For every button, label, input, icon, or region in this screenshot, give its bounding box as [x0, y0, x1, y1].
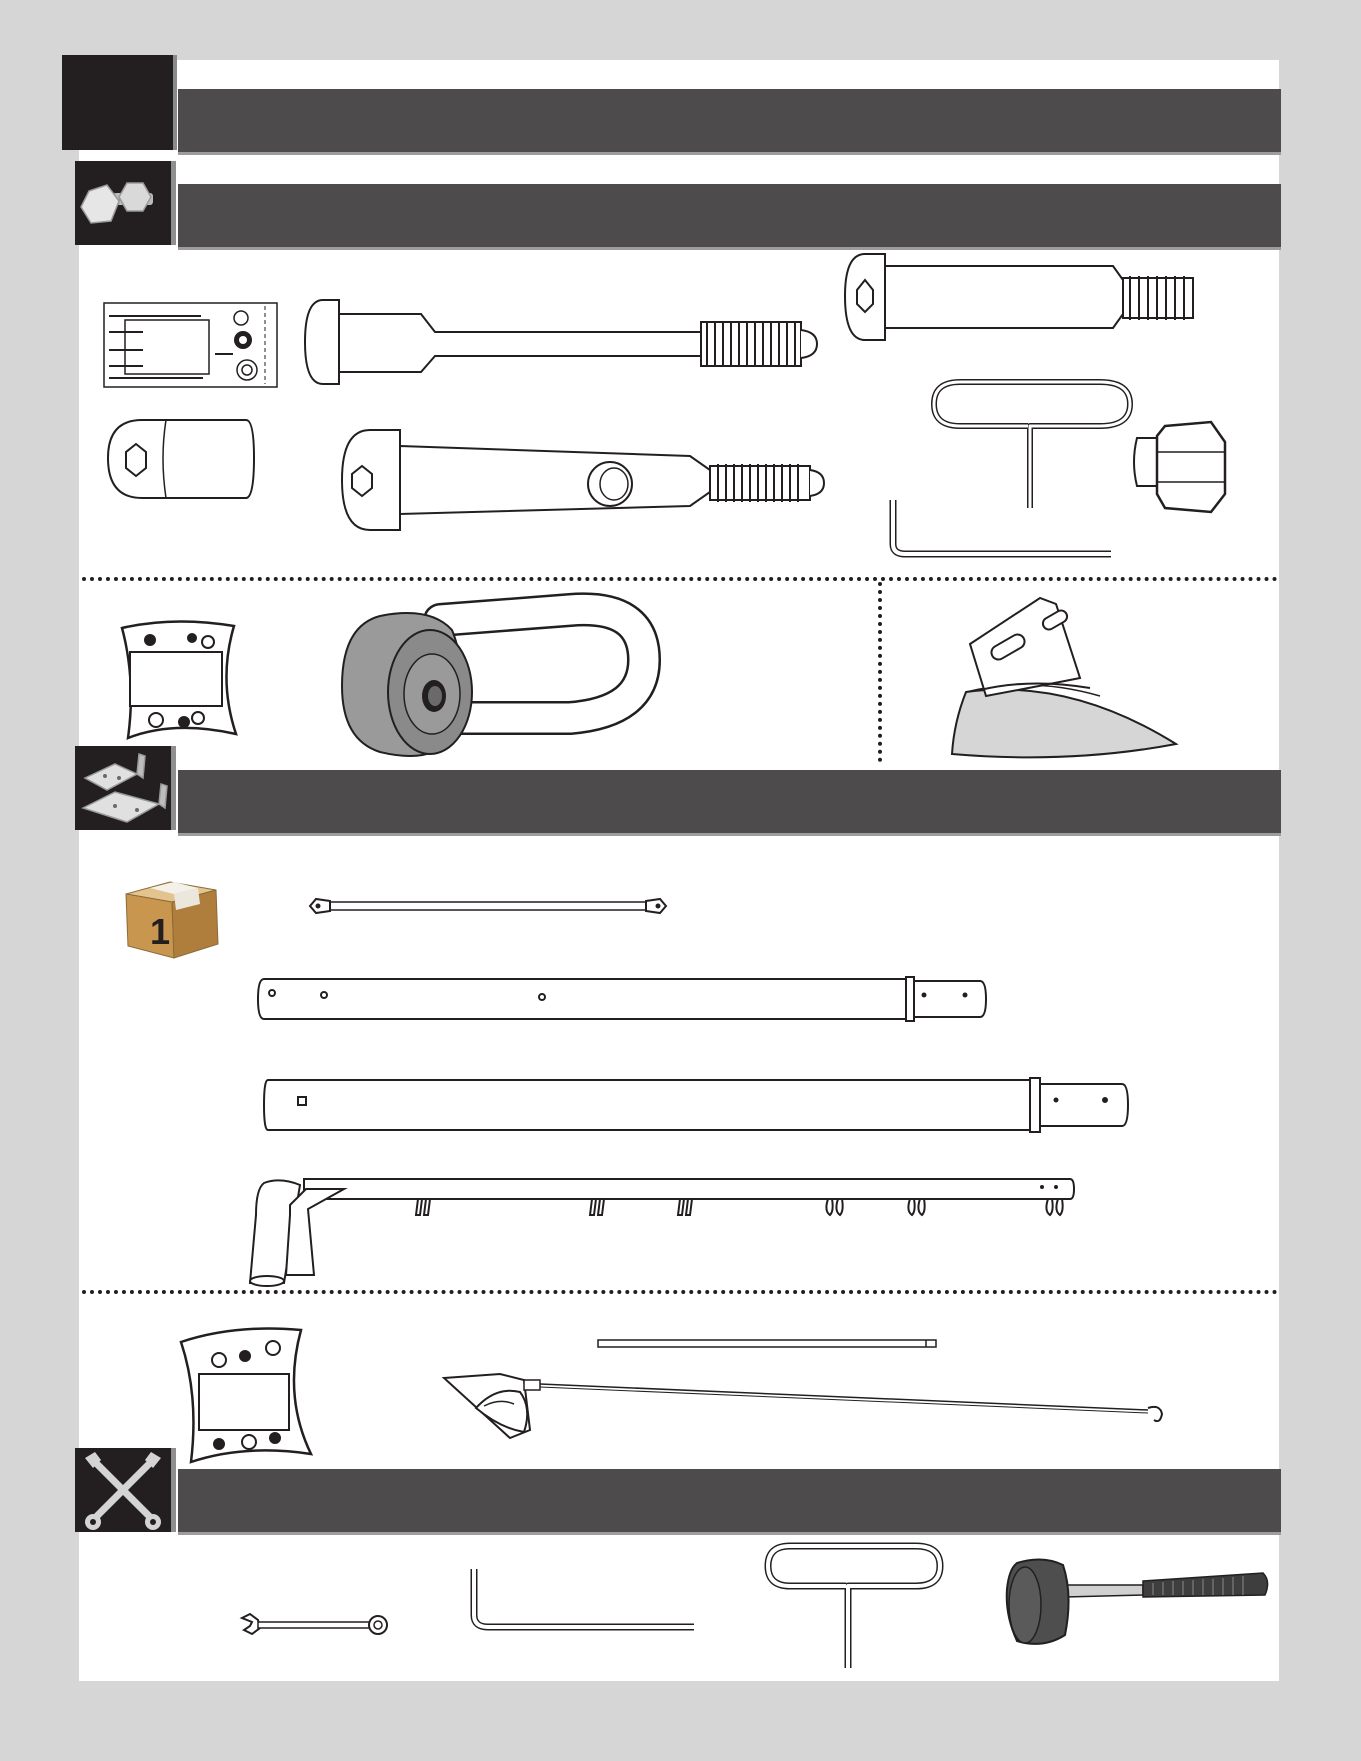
hardware-bag — [114, 620, 244, 742]
step-header-bar — [178, 89, 1281, 155]
cross-brace-rod — [308, 895, 668, 917]
step-number-block — [62, 55, 173, 150]
tools-section-icon-box — [75, 1448, 176, 1532]
t-handle-hex-key-icon — [764, 1542, 944, 1672]
bolt-nut-icon — [75, 161, 171, 245]
wrenches-icon — [75, 1448, 171, 1532]
hardware-bag-2 — [175, 1326, 315, 1466]
leg-tube-section — [262, 1076, 1130, 1134]
parts-section-bar — [178, 770, 1281, 836]
brackets-icon — [75, 746, 171, 830]
base-foot-bracket — [950, 592, 1180, 762]
parts-box-number — [120, 866, 220, 961]
l-allen-key — [885, 496, 1115, 560]
allen-key-icon — [466, 1565, 698, 1633]
dotted-divider-vertical — [878, 582, 882, 762]
long-bolt — [303, 296, 823, 391]
bolt-with-cross-hole — [340, 426, 830, 536]
tool-rubber-mallet — [1003, 1555, 1273, 1650]
swing-chain-rod — [596, 1337, 941, 1351]
glider-seat-with-chain — [440, 1368, 1170, 1448]
wheel-with-shackle — [340, 600, 650, 765]
hardware-section-bar — [178, 184, 1281, 250]
shoulder-bolt-short — [843, 250, 1203, 346]
hardware-section-icon-box — [75, 161, 176, 245]
parts-section-icon-box — [75, 746, 176, 830]
barrel-cap-nut — [106, 418, 256, 500]
top-tube-section — [256, 975, 988, 1023]
tool-allen-key — [466, 1565, 698, 1633]
hardware-card — [103, 302, 278, 388]
rubber-mallet-icon — [1003, 1555, 1273, 1650]
parts-box-number-label: 1 — [150, 911, 171, 952]
t-handle-hex-key — [930, 378, 1135, 513]
tool-t-handle-hex-key — [764, 1542, 944, 1672]
top-beam-with-swing-hangers — [244, 1175, 1076, 1287]
tool-combination-wrench — [240, 1612, 390, 1638]
combination-wrench-icon — [240, 1612, 390, 1638]
dotted-divider — [82, 1290, 1278, 1294]
hex-nut — [1127, 416, 1227, 516]
tools-section-bar — [178, 1469, 1281, 1535]
dotted-divider — [82, 577, 1278, 581]
